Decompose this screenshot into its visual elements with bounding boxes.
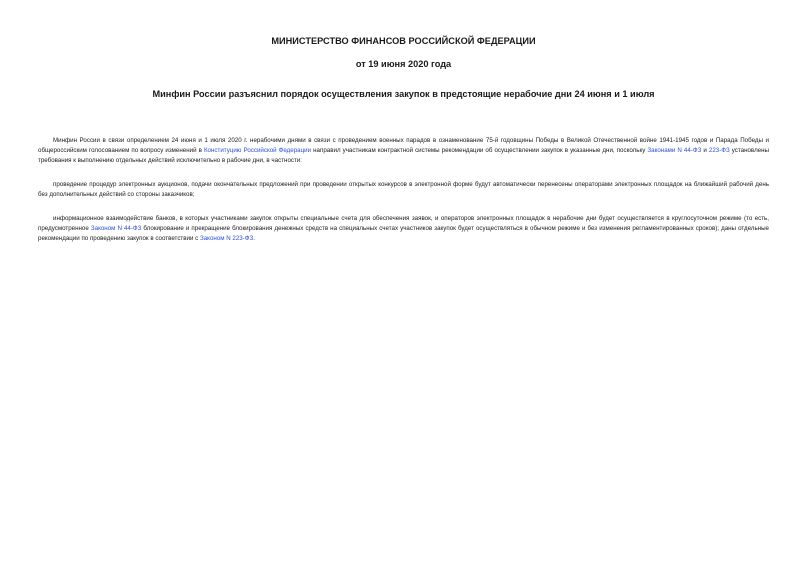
constitution-link[interactable]: Конституцию Российской Федерации — [203, 147, 312, 155]
law-44-fz-link[interactable]: Законами N 44-ФЗ — [647, 147, 702, 155]
law-44-fz-link[interactable]: Законом N 44-ФЗ — [90, 225, 142, 233]
paragraph-banks — [38, 214, 769, 245]
law-223-fz-link[interactable]: Законом N 223-ФЗ — [199, 235, 254, 243]
paragraph-intro — [38, 136, 769, 167]
paragraph-text: блокирование и прекращение блокирования денежных средств на специальных счетах участников закупок будет осуществляться в обычном режиме и без изменения регламентированных сроков); даны отдельные рекомендации по проведению закупок в соответствии с — [38, 225, 769, 243]
ministry-heading: МИНИСТЕРСТВО ФИНАНСОВ РОССИЙСКОЙ ФЕДЕРАЦИИ — [271, 36, 536, 46]
paragraph-text: направил участникам контрактной системы рекомендации об осуществлении закупок в указанные дни, поскольку — [311, 147, 648, 155]
document-title: Минфин России разъяснил порядок осуществления закупок в предстоящие нерабочие дни 24 июня и 1 июля — [152, 89, 655, 99]
document-date: от 19 июня 2020 года — [355, 59, 452, 69]
paragraph-text: . — [253, 235, 255, 243]
paragraph-text: информационное взаимодействие банков, в которых участниками закупок открыты специальные счета для обеспечения заявок, и операторов электронных площадок в нерабочие дни будет осуществляется в круглосуточном режиме (то есть, предусмотренное — [38, 215, 769, 233]
paragraph-auctions: проведение процедур электронных аукционов, подачи окончательных предложений при проведении открытых конкурсов в электронной форме будут автоматически перенесены операторами электронных площадок на ближайший рабочий день без дополнительных действий со стороны заказчиков; — [38, 180, 769, 198]
paragraph-text: установлены требования к выполнению отдельных действий исключительно в рабочие дни, в частности: — [38, 147, 769, 165]
law-223-fz-link[interactable]: 223-ФЗ — [708, 147, 730, 155]
paragraph-text: и — [701, 147, 709, 155]
paragraph-text: Минфин России в связи определением 24 июня и 1 июля 2020 г. нерабочими днями в связи с проведением военных парадов в ознаменование 75-й годовщины Победы в Великой Отечественной войне 1941-1945 годов и Парада Победы и общероссийским голосованием по вопросу изменений в — [38, 137, 769, 155]
